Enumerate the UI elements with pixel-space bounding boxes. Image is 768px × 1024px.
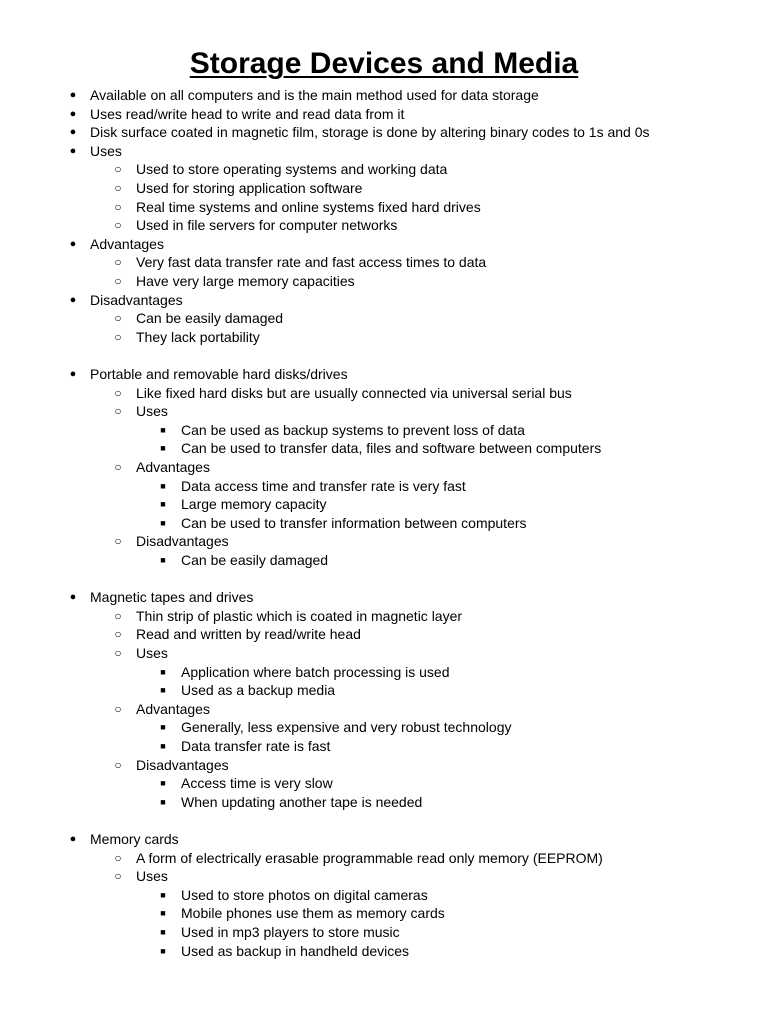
list-item	[0, 904, 768, 923]
list-item-text: Access time is very slow	[181, 775, 333, 791]
list-item-text: When updating another tape is needed	[181, 794, 423, 810]
list-item	[0, 384, 768, 403]
list-item-text: Data transfer rate is fast	[181, 738, 331, 754]
list-item	[0, 160, 768, 179]
list-item	[0, 253, 768, 272]
list-item	[0, 942, 768, 961]
list-item-text: Can be easily damaged	[181, 552, 329, 568]
list-item	[0, 216, 768, 235]
list-item	[0, 272, 768, 291]
list-item-text: Advantages	[90, 236, 164, 252]
disc-bullet-icon: ●	[69, 833, 77, 845]
circle-bullet-icon: ○	[114, 274, 122, 288]
list-item	[0, 886, 768, 905]
square-bullet-icon: ■	[160, 499, 166, 509]
list-item	[0, 198, 768, 217]
list-item-text: A form of electrically erasable programmable read only memory (EEPROM)	[136, 850, 603, 866]
list-item-text: Disadvantages	[90, 292, 183, 308]
list-item-text: Generally, less expensive and very robust technology	[181, 719, 512, 735]
page-title	[0, 44, 768, 84]
list-item-text: Used in file servers for computer networks	[136, 217, 398, 233]
square-bullet-icon: ■	[160, 797, 166, 807]
circle-bullet-icon: ○	[114, 851, 122, 865]
circle-bullet-icon: ○	[114, 758, 122, 772]
list-item	[0, 681, 768, 700]
list-item	[0, 458, 768, 477]
disc-bullet-icon: ●	[69, 591, 77, 603]
list-item-text: Large memory capacity	[181, 496, 327, 512]
square-bullet-icon: ■	[160, 481, 166, 491]
list-item-text: Used to store photos on digital cameras	[181, 887, 428, 903]
list-item-text: Memory cards	[90, 831, 179, 847]
list-item	[0, 421, 768, 440]
list-item	[0, 105, 768, 124]
list-item-text: Disk surface coated in magnetic film, storage is done by altering binary codes to 1s and 0s	[90, 124, 650, 140]
list-item	[0, 700, 768, 719]
list-item	[0, 849, 768, 868]
list-item-text: Real time systems and online systems fixed hard drives	[136, 199, 481, 215]
list-item	[0, 123, 768, 142]
list-item-text: Disadvantages	[136, 757, 229, 773]
list-item-text: Uses	[136, 403, 168, 419]
list-item-text: Advantages	[136, 701, 210, 717]
list-item	[0, 625, 768, 644]
list-item	[0, 495, 768, 514]
list-item-text: Uses read/write head to write and read data from it	[90, 106, 405, 122]
list-item	[0, 830, 768, 849]
list-item	[0, 551, 768, 570]
list-item	[0, 309, 768, 328]
list-item-text: Have very large memory capacities	[136, 273, 355, 289]
list-item	[0, 923, 768, 942]
circle-bullet-icon: ○	[114, 386, 122, 400]
square-bullet-icon: ■	[160, 722, 166, 732]
list-item-text: Can be used to transfer data, files and software between computers	[181, 440, 602, 456]
disc-bullet-icon: ●	[69, 89, 77, 101]
square-bullet-icon: ■	[160, 685, 166, 695]
list-item	[0, 365, 768, 384]
list-item-text: Uses	[90, 143, 122, 159]
list-item	[0, 86, 768, 105]
circle-bullet-icon: ○	[114, 330, 122, 344]
list-item-text: Can be used to transfer information between computers	[181, 515, 527, 531]
list-item	[0, 607, 768, 626]
square-bullet-icon: ■	[160, 667, 166, 677]
list-item	[0, 793, 768, 812]
disc-bullet-icon: ●	[69, 126, 77, 138]
disc-bullet-icon: ●	[69, 294, 77, 306]
list-item-text: Uses	[136, 868, 168, 884]
list-item-text: Uses	[136, 645, 168, 661]
list-item	[0, 291, 768, 310]
list-item	[0, 179, 768, 198]
list-item-text: Data access time and transfer rate is very fast	[181, 478, 466, 494]
square-bullet-icon: ■	[160, 927, 166, 937]
list-item	[0, 756, 768, 775]
list-item	[0, 439, 768, 458]
list-item-text: Thin strip of plastic which is coated in magnetic layer	[136, 608, 463, 624]
list-item	[0, 644, 768, 663]
circle-bullet-icon: ○	[114, 311, 122, 325]
list-item	[0, 142, 768, 161]
list-item-text: Portable and removable hard disks/drives	[90, 366, 348, 382]
circle-bullet-icon: ○	[114, 162, 122, 176]
list-item	[0, 867, 768, 886]
square-bullet-icon: ■	[160, 425, 166, 435]
page-title-text: Storage Devices and Media	[189, 47, 579, 80]
list-item-text: Used to store operating systems and working data	[136, 161, 448, 177]
list-item	[0, 514, 768, 533]
list-item-text: Magnetic tapes and drives	[90, 589, 254, 605]
disc-bullet-icon: ●	[69, 238, 77, 250]
list-item	[0, 663, 768, 682]
list-item-text: Very fast data transfer rate and fast access times to data	[136, 254, 487, 270]
list-item-text: Used for storing application software	[136, 180, 363, 196]
list-item	[0, 718, 768, 737]
list-item-text: Used as backup in handheld devices	[181, 943, 410, 959]
circle-bullet-icon: ○	[114, 255, 122, 269]
list-item-text: Can be easily damaged	[136, 310, 284, 326]
list-item-text: Available on all computers and is the main method used for data storage	[90, 87, 539, 103]
circle-bullet-icon: ○	[114, 702, 122, 716]
disc-bullet-icon: ●	[69, 368, 77, 380]
square-bullet-icon: ■	[160, 778, 166, 788]
square-bullet-icon: ■	[160, 946, 166, 956]
list-item	[0, 477, 768, 496]
circle-bullet-icon: ○	[114, 869, 122, 883]
list-item	[0, 235, 768, 254]
square-bullet-icon: ■	[160, 890, 166, 900]
list-item-text: They lack portability	[136, 329, 260, 345]
square-bullet-icon: ■	[160, 741, 166, 751]
circle-bullet-icon: ○	[114, 609, 122, 623]
list-item-text: Mobile phones use them as memory cards	[181, 905, 445, 921]
list-item	[0, 328, 768, 347]
list-item	[0, 737, 768, 756]
circle-bullet-icon: ○	[114, 460, 122, 474]
list-item-text: Like fixed hard disks but are usually connected via universal serial bus	[136, 385, 572, 401]
list-item-text: Used in mp3 players to store music	[181, 924, 400, 940]
list-item-text: Advantages	[136, 459, 210, 475]
square-bullet-icon: ■	[160, 555, 166, 565]
list-item	[0, 402, 768, 421]
list-item	[0, 774, 768, 793]
square-bullet-icon: ■	[160, 908, 166, 918]
circle-bullet-icon: ○	[114, 646, 122, 660]
square-bullet-icon: ■	[160, 518, 166, 528]
list-item-text: Used as a backup media	[181, 682, 336, 698]
square-bullet-icon: ■	[160, 443, 166, 453]
disc-bullet-icon: ●	[69, 145, 77, 157]
list-item-text: Can be used as backup systems to prevent loss of data	[181, 422, 525, 438]
list-item-text: Read and written by read/write head	[136, 626, 361, 642]
circle-bullet-icon: ○	[114, 200, 122, 214]
circle-bullet-icon: ○	[114, 534, 122, 548]
circle-bullet-icon: ○	[114, 218, 122, 232]
list-item	[0, 532, 768, 551]
circle-bullet-icon: ○	[114, 181, 122, 195]
list-item	[0, 588, 768, 607]
circle-bullet-icon: ○	[114, 404, 122, 418]
list-item-text: Application where batch processing is used	[181, 664, 450, 680]
disc-bullet-icon: ●	[69, 108, 77, 120]
circle-bullet-icon: ○	[114, 627, 122, 641]
list-item-text: Disadvantages	[136, 533, 229, 549]
